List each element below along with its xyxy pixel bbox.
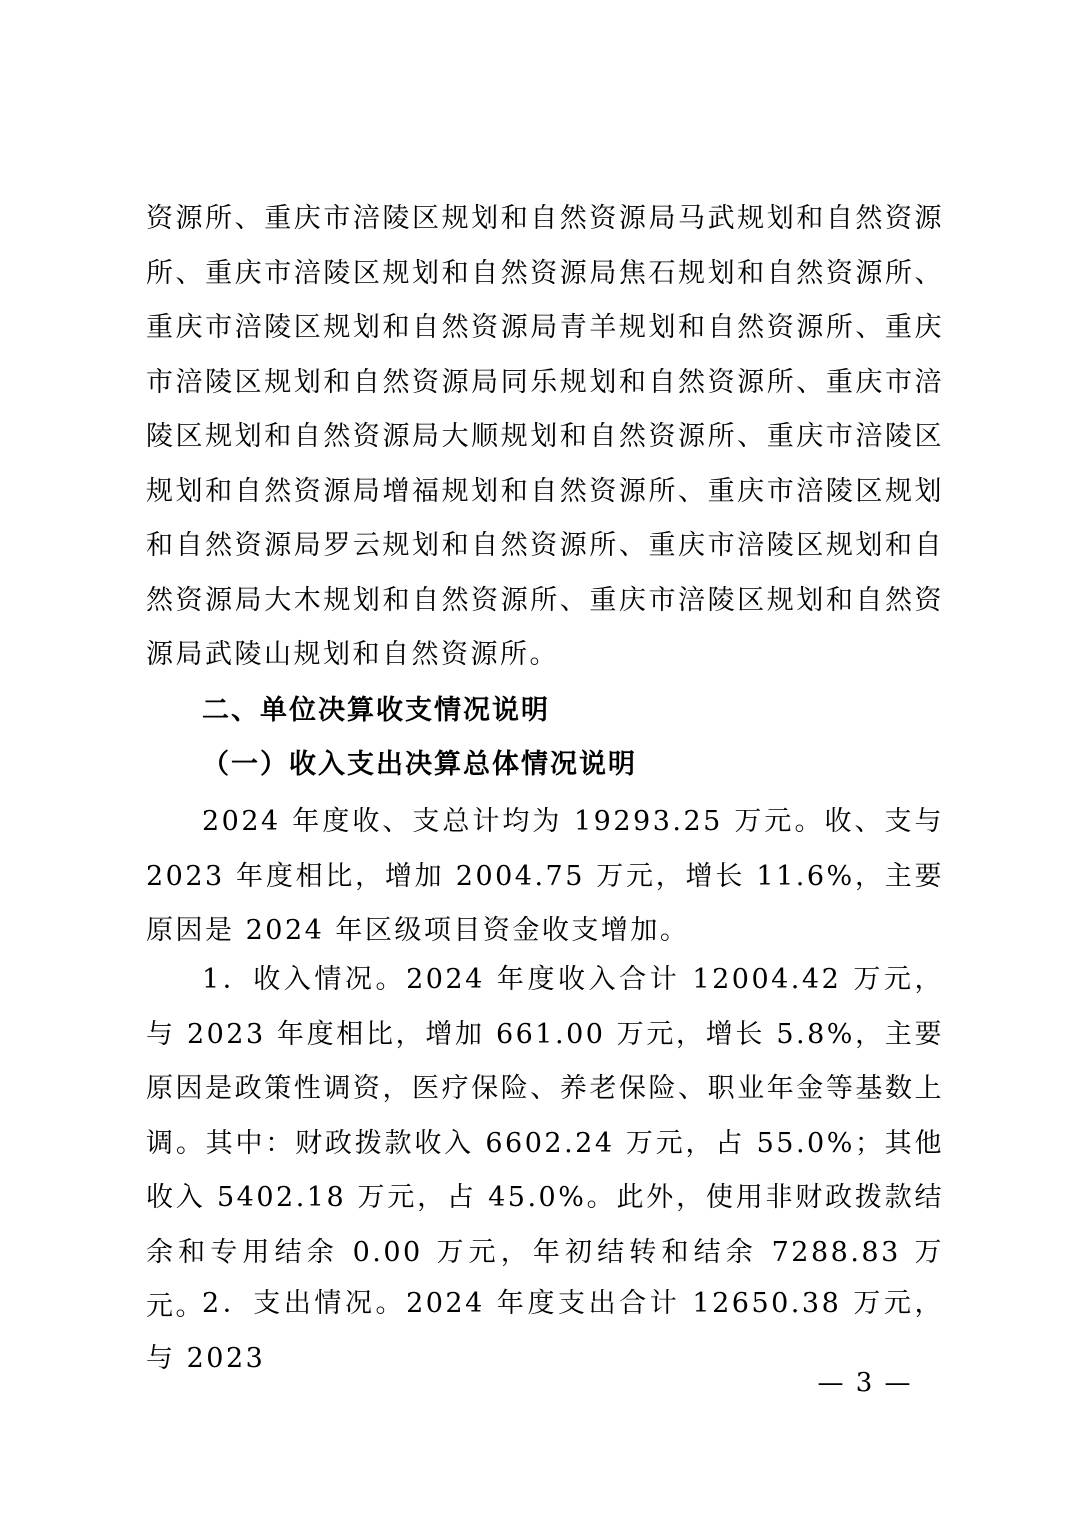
page-number: — 3 — (817, 1368, 913, 1398)
overview-paragraph: 2024 年度收、支总计均为 19293.25 万元。收、支与 2023 年度相比，增加 2004.75 万元，增长 11.6%，主要原因是 2024 年区级项目资金收支增加。 (146, 806, 944, 946)
intro-paragraph: 资源所、重庆市涪陵区规划和自然资源局马武规划和自然资源所、重庆市涪陵区规划和自然资源局焦石规划和自然资源所、重庆市涪陵区规划和自然资源局青羊规划和自然资源所、重庆市涪陵区规划和自然资源局同乐规划和自然资源所、重庆市涪陵区规划和自然资源局大顺规划和自然资源所、重庆市涪陵区规划和自然资源局增福规划和自然资源所、重庆市涪陵区规划和自然资源局罗云规划和自然资源所、重庆市涪陵区规划和自然资源局大木规划和自然资源所、重庆市涪陵区规划和自然资源局武陵山规划和自然资源所。 (146, 203, 944, 670)
expense-paragraph: 2．支出情况。2024 年度支出合计 12650.38 万元，与 2023 (146, 1288, 944, 1374)
subsection-heading: （一）收入支出决算总体情况说明 (202, 749, 637, 780)
section-heading: 二、单位决算收支情况说明 (202, 695, 550, 726)
income-paragraph: 1．收入情况。2024 年度收入合计 12004.42 万元，与 2023 年度相比，增加 661.00 万元，增长 5.8%，主要原因是政策性调资，医疗保险、养老保险、职业年金等基数上调。其中：财政拨款收入 6602.24 万元，占 55.0%；其他收入 5402.18 万元，占 45.0%。此外，使用非财政拨款结余和专用结余 0.00 万元，年初结转和结余 7288.83 万元。 (146, 964, 944, 1322)
